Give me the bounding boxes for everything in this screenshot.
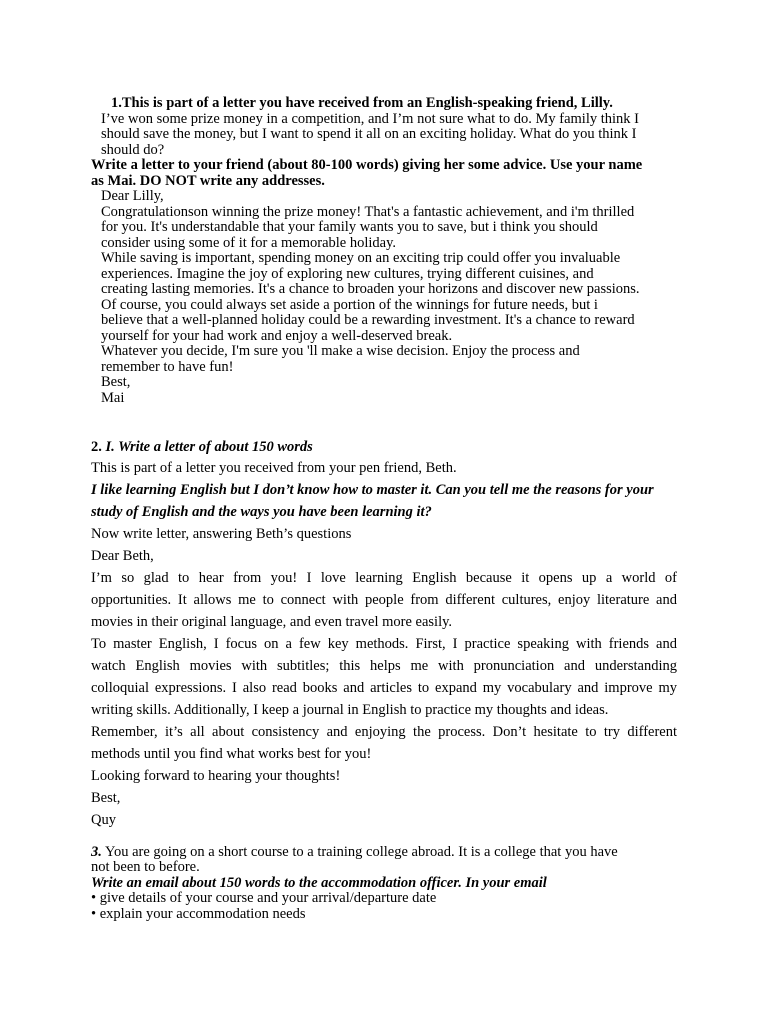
section-1-task-line: Write a letter to your friend (about 80-100 words) giving her some advice. Use your name <box>91 157 643 173</box>
section-2-prompt-line: I like learning English but I don’t know how to master it. Can you tell me the reasons for your <box>91 482 654 498</box>
section-2-instruction: Now write letter, answering Beth’s questions <box>91 526 352 542</box>
section-2-number: 2. <box>91 439 102 455</box>
letter-2-paragraph-line: methods until you find what works best for you! <box>91 746 372 762</box>
letter-2-paragraph-line: To master English, I focus on a few key methods. First, I practice speaking with friends and <box>91 636 677 652</box>
letter-2-paragraph-line: colloquial expressions. I also read books and articles to expand my vocabulary and improve my <box>91 680 677 696</box>
letter-2-paragraph-line: watch English movies with subtitles; this helps me with pronunciation and understanding <box>91 658 677 674</box>
section-3-bullet: • give details of your course and your arrival/departure date <box>91 890 437 906</box>
letter-1-line: Whatever you decide, I'm sure you 'll make a wise decision. Enjoy the process and <box>101 343 580 359</box>
letter-1-line: Of course, you could always set aside a portion of the winnings for future needs, but i <box>101 297 598 313</box>
letter-2-paragraph-line: movies in their original language, and even travel more easily. <box>91 614 453 630</box>
section-1-heading: 1.This is part of a letter you have received from an English-speaking friend, Lilly. <box>111 95 613 111</box>
section-1-task-line: as Mai. DO NOT write any addresses. <box>91 173 325 189</box>
letter-2-paragraph-line: writing skills. Additionally, I keep a journal in English to practice my thoughts and ideas. <box>91 702 609 718</box>
letter-2-paragraph-line: Remember, it’s all about consistency and enjoying the process. Don’t hesitate to try different <box>91 724 677 740</box>
section-3-prompt-continued: not been to before. <box>91 859 200 875</box>
letter-1-line: Dear Lilly, <box>101 188 164 204</box>
letter-2-paragraph-line: I’m so glad to hear from you! I love learning English because it opens up a world of <box>91 570 677 586</box>
section-1-prompt-line: should do? <box>101 142 165 158</box>
letter-2-paragraph-line: opportunities. It allows me to connect with people from different cultures, enjoy literature and <box>91 592 677 608</box>
letter-1-line: creating lasting memories. It's a chance to broaden your horizons and discover new passions. <box>101 281 640 297</box>
section-3-number: 3. <box>91 844 102 860</box>
letter-2-closing-line: Looking forward to hearing your thoughts! <box>91 768 341 784</box>
section-3-task: Write an email about 150 words to the accommodation officer. In your email <box>91 875 547 891</box>
section-2-intro: This is part of a letter you received from your pen friend, Beth. <box>91 460 457 476</box>
letter-2-signature: Quy <box>91 812 116 828</box>
section-3-bullet: • explain your accommodation needs <box>91 906 306 922</box>
section-2-title: I. Write a letter of about 150 words <box>105 439 313 455</box>
section-1-prompt-line: should save the money, but I want to spend it all on an exciting holiday. What do you think I <box>101 126 637 142</box>
letter-2-closing-line: Best, <box>91 790 121 806</box>
letter-1-line: experiences. Imagine the joy of exploring new cultures, trying different cuisines, and <box>101 266 594 282</box>
letter-1-line: consider using some of it for a memorable holiday. <box>101 235 397 251</box>
letter-1-line: Best, <box>101 374 131 390</box>
letter-1-line: Congratulationson winning the prize money! That's a fantastic achievement, and i'm thrilled <box>101 204 635 220</box>
section-2-prompt-line: study of English and the ways you have been learning it? <box>91 504 432 520</box>
letter-1-line: believe that a well-planned holiday could be a rewarding investment. It's a chance to reward <box>101 312 635 328</box>
letter-1-line: Mai <box>101 390 125 406</box>
section-2-heading <box>91 440 313 456</box>
letter-1-line: remember to have fun! <box>101 359 234 375</box>
letter-1-line: for you. It's understandable that your family wants you to save, but i think you should <box>101 219 598 235</box>
section-3-prompt-text: You are going on a short course to a training college abroad. It is a college that you have <box>101 844 618 860</box>
letter-1-line: While saving is important, spending money on an exciting trip could offer you invaluable <box>101 250 621 266</box>
letter-1-line: yourself for your had work and enjoy a well-deserved break. <box>101 328 453 344</box>
letter-2-greeting: Dear Beth, <box>91 548 154 564</box>
section-1-prompt-line: I’ve won some prize money in a competition, and I’m not sure what to do. My family think I <box>101 111 639 127</box>
